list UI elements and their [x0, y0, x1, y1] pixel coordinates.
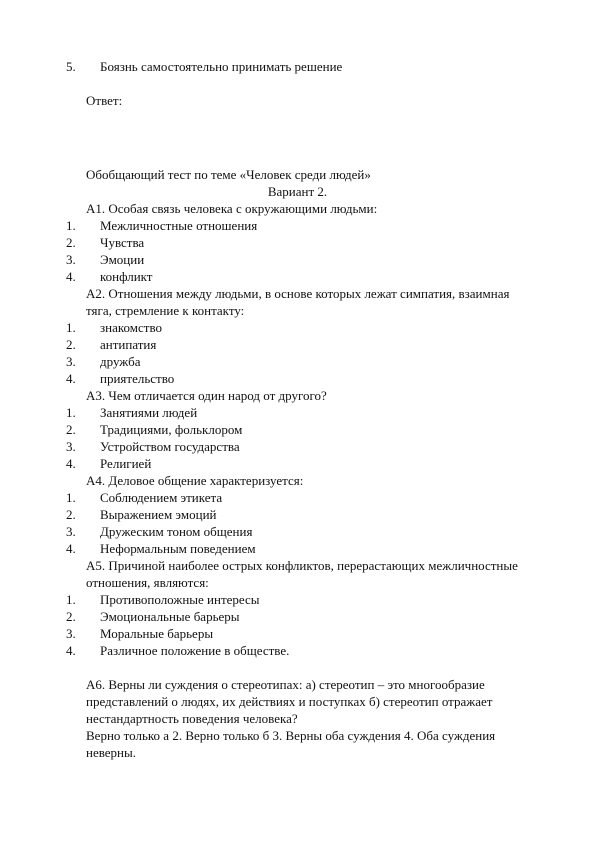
option-text: антипатия — [100, 337, 157, 352]
option-text: Моральные барьеры — [100, 626, 214, 641]
answer-label: Ответ: — [86, 93, 123, 108]
option-number: 4. — [66, 371, 76, 386]
item-5-text: Боязнь самостоятельно принимать решение — [100, 59, 343, 74]
option-text: Занятиями людей — [100, 405, 198, 420]
question-text: отношения, являются: — [86, 575, 209, 590]
option-number: 3. — [66, 524, 76, 539]
option-text: Чувства — [100, 235, 145, 250]
option-number: 2. — [66, 507, 76, 522]
option-text: Традициями, фольклором — [100, 422, 243, 437]
option-text: Межличностные отношения — [100, 218, 258, 233]
option-number: 2. — [66, 422, 76, 437]
variant-label: Вариант 2. — [267, 184, 328, 199]
option-text: Выражением эмоций — [100, 507, 217, 522]
question-text: А3. Чем отличается один народ от другого? — [86, 388, 327, 403]
option-number: 3. — [66, 439, 76, 454]
option-number: 2. — [66, 235, 76, 250]
option-text: приятельство — [100, 371, 175, 386]
question-text: нестандартность поведения человека? — [86, 711, 298, 726]
option-text: Соблюдением этикета — [100, 490, 223, 505]
question-text: А4. Деловое общение характеризуется: — [86, 473, 304, 488]
option-number: 1. — [66, 490, 76, 505]
option-number: 3. — [66, 626, 76, 641]
option-text: Эмоции — [100, 252, 145, 267]
option-text: Устройством государства — [100, 439, 240, 454]
option-text: Дружеским тоном общения — [100, 524, 253, 539]
option-number: 4. — [66, 643, 76, 658]
question-text: тяга, стремление к контакту: — [86, 303, 245, 318]
question-text: А5. Причиной наиболее острых конфликтов, перерастающих межличностные — [86, 558, 518, 573]
option-text: Эмоциональные барьеры — [100, 609, 240, 624]
question-text: А6. Верны ли суждения о стереотипах: а) стереотип – это многообразие — [86, 677, 485, 692]
question-text: А1. Особая связь человека с окружающими людьми: — [86, 201, 378, 216]
question-text: А2. Отношения между людьми, в основе которых лежат симпатия, взаимная — [86, 286, 510, 301]
option-text: дружба — [100, 354, 141, 369]
option-number: 4. — [66, 541, 76, 556]
option-number: 4. — [66, 269, 76, 284]
question-text: представлений о людях, их действиях и поступках б) стереотип отражает — [86, 694, 493, 709]
option-text: Неформальным поведением — [100, 541, 256, 556]
question-text: Верно только а 2. Верно только б 3. Верны оба суждения 4. Оба суждения — [86, 728, 496, 743]
question-text: неверны. — [86, 745, 137, 760]
option-text: Противоположные интересы — [100, 592, 260, 607]
option-number: 1. — [66, 405, 76, 420]
option-text: Религией — [100, 456, 152, 471]
option-number: 1. — [66, 592, 76, 607]
option-number: 3. — [66, 252, 76, 267]
option-number: 2. — [66, 337, 76, 352]
option-text: Различное положение в обществе. — [100, 643, 290, 658]
option-number: 3. — [66, 354, 76, 369]
item-5-number: 5. — [66, 59, 76, 74]
test-title: Обобщающий тест по теме «Человек среди людей» — [86, 167, 371, 182]
option-number: 4. — [66, 456, 76, 471]
option-text: знакомство — [100, 320, 162, 335]
option-number: 2. — [66, 609, 76, 624]
option-text: конфликт — [100, 269, 153, 284]
option-number: 1. — [66, 320, 76, 335]
option-number: 1. — [66, 218, 76, 233]
